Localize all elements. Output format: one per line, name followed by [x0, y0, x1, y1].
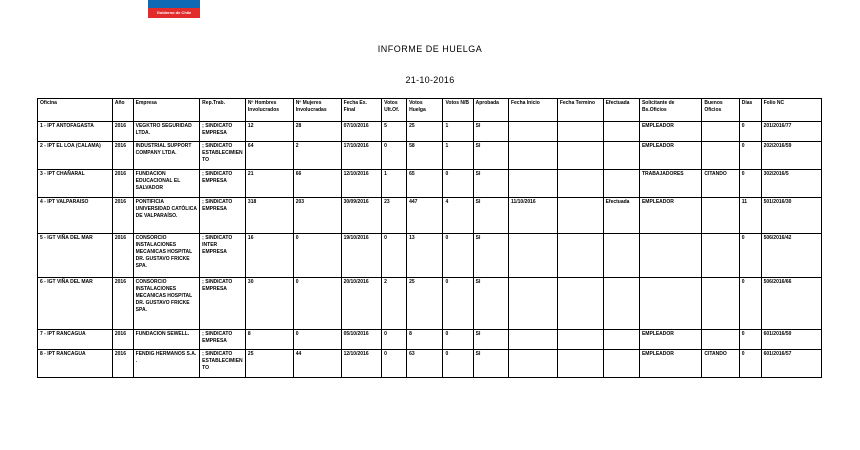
- table-cell: [508, 170, 557, 198]
- table-cell: 0: [739, 122, 761, 142]
- table-cell: 202/2016/59: [761, 142, 821, 170]
- report-title: INFORME DE HUELGA: [377, 44, 483, 54]
- column-header: Votos Ult.Of.: [382, 99, 407, 122]
- column-header: Fecha Termino: [557, 99, 603, 122]
- column-header: Folio NC: [761, 99, 821, 122]
- table-cell: [603, 234, 639, 278]
- table-cell: 2016: [112, 350, 133, 378]
- table-cell: 0: [443, 278, 473, 330]
- column-header: Aprobada: [473, 99, 508, 122]
- table-cell: 20/10/2016: [341, 278, 382, 330]
- table-cell: 2016: [112, 170, 133, 198]
- table-cell: [557, 278, 603, 330]
- table-cell: 5: [382, 122, 407, 142]
- column-header: Fecha Inicio: [508, 99, 557, 122]
- table-cell: FUNDACION EDUCACIONAL EL SALVADOR: [133, 170, 200, 198]
- gobierno-logo: [148, 0, 200, 18]
- table-cell: 30/09/2016: [341, 198, 382, 234]
- table-cell: 0: [443, 350, 473, 378]
- table-cell: 447: [407, 198, 443, 234]
- table-cell: 28: [293, 122, 341, 142]
- table-cell: [557, 234, 603, 278]
- table-cell: 1: [382, 170, 407, 198]
- table-cell: 2016: [112, 198, 133, 234]
- table-cell: 7 - IPT RANCAGUA: [38, 330, 113, 350]
- table-cell: 25: [407, 278, 443, 330]
- table-row: [38, 350, 822, 378]
- column-header: Empresa: [133, 99, 200, 122]
- table-cell: SI: [473, 198, 508, 234]
- logo-text: Gobierno de Chile: [148, 8, 200, 18]
- table-cell: 2016: [112, 142, 133, 170]
- table-cell: 25: [407, 122, 443, 142]
- column-header: Votos N/B: [443, 99, 473, 122]
- table-cell: 0: [443, 234, 473, 278]
- table-cell: TRABAJADORES: [639, 170, 701, 198]
- table-cell: [508, 350, 557, 378]
- column-header: Rep.Trab.: [200, 99, 246, 122]
- table-cell: SI: [473, 142, 508, 170]
- table-cell: 64: [245, 142, 293, 170]
- table-cell: [557, 122, 603, 142]
- table-cell: 2 - IPT EL LOA (CALAMA): [38, 142, 113, 170]
- table-row: [38, 234, 822, 278]
- table-cell: 302/2016/5: [761, 170, 821, 198]
- column-header: Nº Mujeres Involucradas: [293, 99, 341, 122]
- table-cell: SI: [473, 234, 508, 278]
- table-cell: ; SINDICATO ESTABLECIMIENTO: [200, 142, 246, 170]
- column-header: Fecha Ex. Final: [341, 99, 382, 122]
- table-cell: FUNDACION SEWELL.: [133, 330, 200, 350]
- table-cell: 23: [382, 198, 407, 234]
- table-cell: 1: [443, 142, 473, 170]
- table-cell: ; SINDICATO EMPRESA: [200, 170, 246, 198]
- table-cell: [557, 142, 603, 170]
- table-row: [38, 142, 822, 170]
- table-row: [38, 278, 822, 330]
- table-cell: 07/10/2016: [341, 122, 382, 142]
- table-cell: 601/2016/57: [761, 350, 821, 378]
- table-cell: EMPLEADOR: [639, 350, 701, 378]
- table-cell: ; SINDICATO EMPRESA: [200, 122, 246, 142]
- table-row: [38, 198, 822, 234]
- table-cell: [639, 234, 701, 278]
- table-cell: 19/10/2016: [341, 234, 382, 278]
- table-cell: 0: [382, 142, 407, 170]
- table-cell: 601/2016/50: [761, 330, 821, 350]
- report-date: 21-10-2016: [405, 75, 455, 85]
- table-cell: [603, 350, 639, 378]
- table-cell: [508, 122, 557, 142]
- table-row: [38, 170, 822, 198]
- table-cell: 0: [443, 330, 473, 350]
- table-cell: 0: [739, 278, 761, 330]
- table-cell: [603, 330, 639, 350]
- table-cell: ; SINDICATO INTER EMPRESA: [200, 234, 246, 278]
- table-cell: EMPLEADOR: [639, 198, 701, 234]
- table-cell: PONTIFICIA UNIVERSIDAD CATÓLICA DE VALPARAÍSO.: [133, 198, 200, 234]
- table-cell: Efectuada: [603, 198, 639, 234]
- table-cell: 0: [739, 142, 761, 170]
- column-header: Buenos Oficios: [702, 99, 739, 122]
- table-cell: ; SINDICATO ESTABLECIMIENTO: [200, 350, 246, 378]
- table-cell: SI: [473, 170, 508, 198]
- table-cell: VEGKTRO SEGURIDAD LTDA.: [133, 122, 200, 142]
- table-cell: 63: [407, 350, 443, 378]
- table-cell: 0: [382, 234, 407, 278]
- table-cell: ; SINDICATO EMPRESA: [200, 330, 246, 350]
- table-cell: 506/2016/66: [761, 278, 821, 330]
- column-header: Solicitante de Bs.Oficios: [639, 99, 701, 122]
- table-cell: 8: [245, 330, 293, 350]
- table-cell: CONSORCIO INSTALACIONES MECANICAS HOSPITAL DR. GUSTAVO FRICKE SPA.: [133, 234, 200, 278]
- table-cell: [702, 142, 739, 170]
- table-cell: 3 - IPT CHAÑARAL: [38, 170, 113, 198]
- table-cell: 12/10/2016: [341, 350, 382, 378]
- table-cell: 1: [443, 122, 473, 142]
- table-cell: 13: [407, 234, 443, 278]
- table-cell: [702, 330, 739, 350]
- table-cell: ; SINDICATO EMPRESA: [200, 198, 246, 234]
- table-cell: CITANDO: [702, 350, 739, 378]
- table-cell: [639, 278, 701, 330]
- column-header: Efectuada: [603, 99, 639, 122]
- table-cell: [557, 170, 603, 198]
- table-cell: [557, 198, 603, 234]
- table-cell: 25: [245, 350, 293, 378]
- table-cell: [603, 278, 639, 330]
- table-cell: 5 - IGT VIÑA DEL MAR: [38, 234, 113, 278]
- table-cell: 66: [293, 170, 341, 198]
- table-cell: 12/10/2016: [341, 170, 382, 198]
- table-cell: [557, 330, 603, 350]
- table-cell: 65: [407, 170, 443, 198]
- table-cell: [508, 278, 557, 330]
- table-cell: 2: [293, 142, 341, 170]
- table-cell: 506/2016/42: [761, 234, 821, 278]
- column-header: Días: [739, 99, 761, 122]
- table-cell: [603, 142, 639, 170]
- table-row: [38, 122, 822, 142]
- table-cell: 16: [245, 234, 293, 278]
- table-cell: 4 - IPT VALPARAISO: [38, 198, 113, 234]
- table-cell: [702, 122, 739, 142]
- table-cell: 58: [407, 142, 443, 170]
- table-cell: [508, 142, 557, 170]
- table-cell: 0: [293, 278, 341, 330]
- table-cell: [603, 170, 639, 198]
- table-cell: 203: [293, 198, 341, 234]
- column-header: Oficina: [38, 99, 113, 122]
- table-cell: CITANDO: [702, 170, 739, 198]
- table-cell: 1 - IPT ANTOFAGASTA: [38, 122, 113, 142]
- table-cell: 201/2016/77: [761, 122, 821, 142]
- table-cell: 0: [293, 330, 341, 350]
- table-cell: SI: [473, 350, 508, 378]
- table-cell: [508, 330, 557, 350]
- table-cell: [508, 234, 557, 278]
- table-cell: SI: [473, 330, 508, 350]
- table-cell: 0: [443, 170, 473, 198]
- table-cell: 21: [245, 170, 293, 198]
- table-cell: SI: [473, 122, 508, 142]
- table-cell: CONSORCIO INSTALACIONES MECANICAS HOSPITAL DR. GUSTAVO FRICKE SPA.: [133, 278, 200, 330]
- table-cell: 8: [407, 330, 443, 350]
- table-cell: EMPLEADOR: [639, 122, 701, 142]
- table-cell: 2016: [112, 330, 133, 350]
- table-cell: 501/2016/30: [761, 198, 821, 234]
- table-cell: EMPLEADOR: [639, 330, 701, 350]
- table-cell: 2016: [112, 122, 133, 142]
- table-cell: 0: [382, 350, 407, 378]
- column-header: Votos Huelga: [407, 99, 443, 122]
- table-cell: 12: [245, 122, 293, 142]
- table-row: [38, 330, 822, 350]
- table-cell: [702, 198, 739, 234]
- table-cell: 17/10/2016: [341, 142, 382, 170]
- column-header: Nº Hombres Involucrados: [245, 99, 293, 122]
- strike-report-table: [37, 98, 822, 378]
- table-header-row: [38, 99, 822, 122]
- table-cell: 6 - IGT VIÑA DEL MAR: [38, 278, 113, 330]
- table-cell: [702, 278, 739, 330]
- table-cell: 0: [293, 234, 341, 278]
- table-cell: [557, 350, 603, 378]
- table-cell: 05/10/2016: [341, 330, 382, 350]
- table-cell: 8 - IPT RANCAGUA: [38, 350, 113, 378]
- table-cell: ; SINDICATO EMPRESA: [200, 278, 246, 330]
- table-cell: SI: [473, 278, 508, 330]
- column-header: Año: [112, 99, 133, 122]
- table-cell: 11: [739, 198, 761, 234]
- table-cell: 2: [382, 278, 407, 330]
- table-cell: 11/10/2016: [508, 198, 557, 234]
- table-cell: 0: [739, 170, 761, 198]
- table-cell: 318: [245, 198, 293, 234]
- table-cell: EMPLEADOR: [639, 142, 701, 170]
- table-cell: [702, 234, 739, 278]
- table-cell: 30: [245, 278, 293, 330]
- table-cell: 0: [739, 330, 761, 350]
- table-cell: FENDIG HERMANOS S.A. .: [133, 350, 200, 378]
- table-cell: 2016: [112, 234, 133, 278]
- table-cell: 2016: [112, 278, 133, 330]
- table-cell: [603, 122, 639, 142]
- table-cell: 44: [293, 350, 341, 378]
- table-cell: 0: [739, 350, 761, 378]
- table-cell: 0: [382, 330, 407, 350]
- table-cell: 4: [443, 198, 473, 234]
- table-cell: INDUSTRIAL SUPPORT COMPANY LTDA.: [133, 142, 200, 170]
- table-cell: 0: [739, 234, 761, 278]
